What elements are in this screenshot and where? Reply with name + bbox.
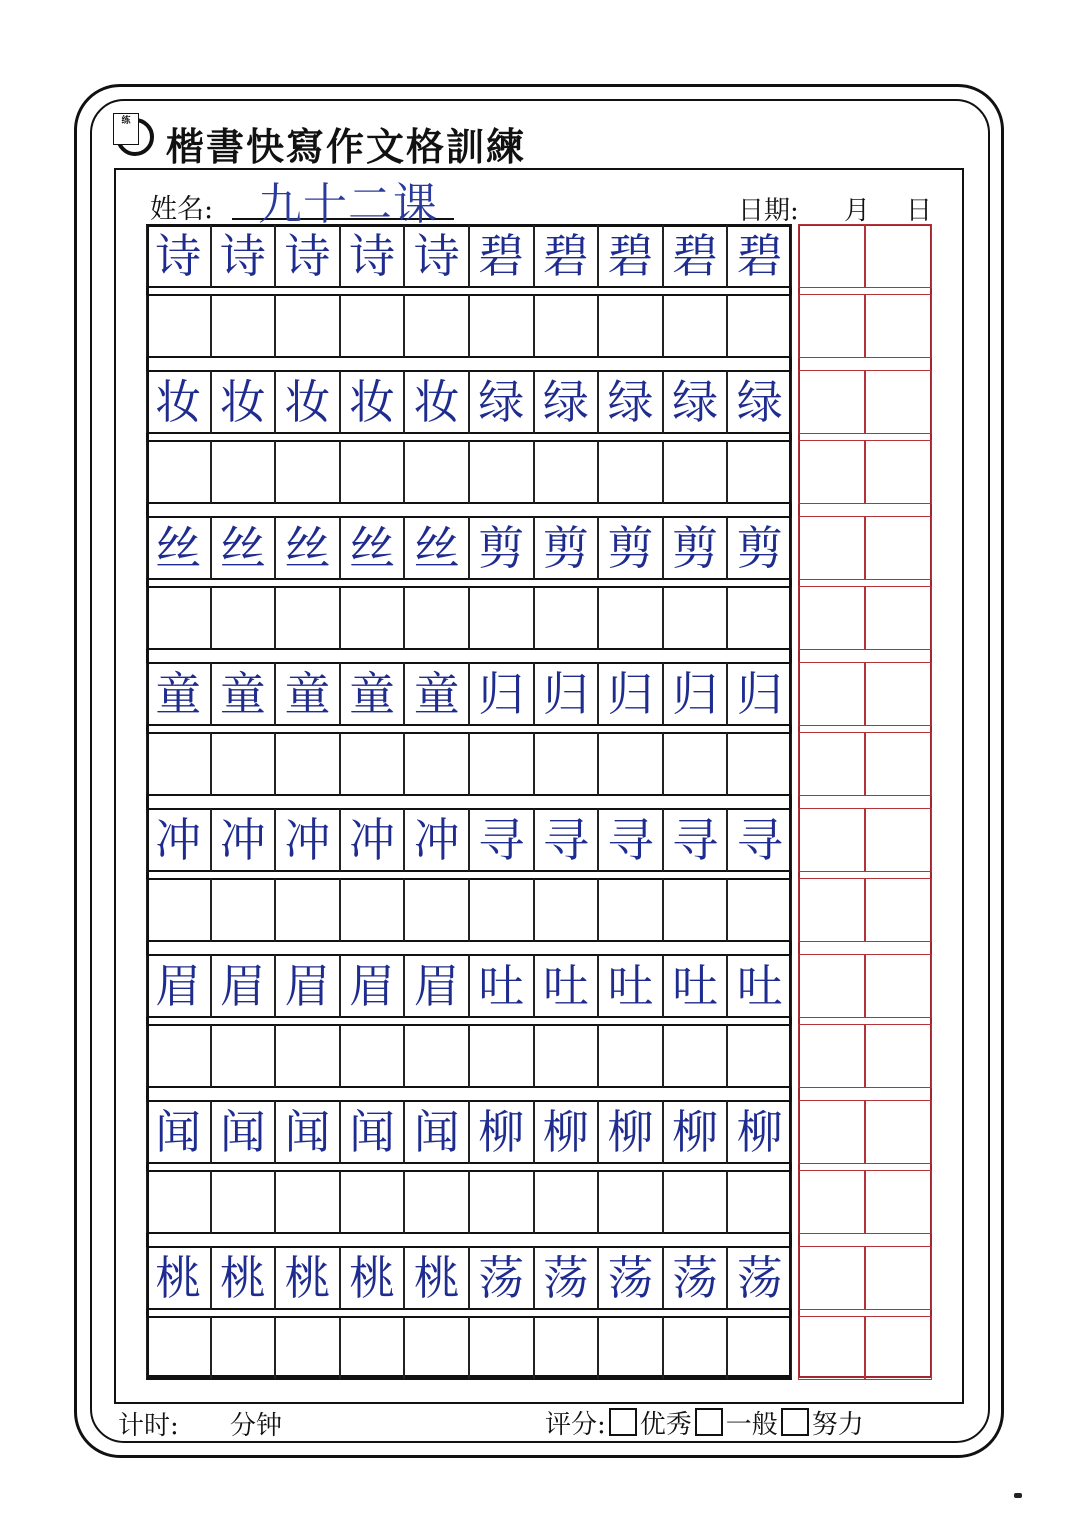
- practice-cell-empty[interactable]: [146, 1316, 211, 1380]
- practice-cell-empty[interactable]: [404, 440, 469, 504]
- practice-cell-empty[interactable]: [275, 732, 340, 796]
- practice-cell-filled[interactable]: 妆: [340, 370, 405, 434]
- practice-cell-filled[interactable]: 吐: [663, 954, 728, 1018]
- practice-cell-filled[interactable]: 冲: [340, 808, 405, 872]
- practice-cell-filled[interactable]: 闻: [211, 1100, 276, 1164]
- practice-cell-filled[interactable]: 剪: [598, 516, 663, 580]
- practice-cell-empty[interactable]: [663, 1170, 728, 1234]
- practice-cell-filled[interactable]: 碧: [663, 224, 728, 288]
- practice-cell-filled[interactable]: 桃: [146, 1246, 211, 1310]
- practice-cell-filled[interactable]: 剪: [727, 516, 792, 580]
- practice-cell-filled[interactable]: 冲: [146, 808, 211, 872]
- practice-cell-empty[interactable]: [598, 294, 663, 358]
- practice-cell-empty[interactable]: [211, 440, 276, 504]
- practice-cell-filled[interactable]: 吐: [727, 954, 792, 1018]
- practice-cell-empty[interactable]: [340, 732, 405, 796]
- practice-cell-filled[interactable]: 碧: [727, 224, 792, 288]
- side-practice-cell[interactable]: [865, 1024, 932, 1088]
- practice-cell-filled[interactable]: 柳: [534, 1100, 599, 1164]
- practice-cell-filled[interactable]: 丝: [275, 516, 340, 580]
- date-month-label: 月: [844, 196, 871, 226]
- side-practice-cell[interactable]: [865, 586, 932, 650]
- score-option-average: 一般: [725, 1409, 778, 1440]
- practice-cell-filled[interactable]: 荡: [534, 1246, 599, 1310]
- practice-cell-filled[interactable]: 童: [275, 662, 340, 726]
- name-value[interactable]: 九十二课: [258, 179, 438, 230]
- practice-cell-empty[interactable]: [534, 1316, 599, 1380]
- practice-cell-filled[interactable]: 绿: [534, 370, 599, 434]
- practice-cell-filled[interactable]: 寻: [598, 808, 663, 872]
- practice-cell-filled[interactable]: 桃: [275, 1246, 340, 1310]
- side-practice-cell[interactable]: [865, 224, 932, 288]
- practice-cell-empty[interactable]: [534, 732, 599, 796]
- side-practice-cell[interactable]: [865, 516, 932, 580]
- practice-cell-filled[interactable]: 诗: [275, 224, 340, 288]
- practice-cell-filled[interactable]: 碧: [598, 224, 663, 288]
- practice-cell-empty[interactable]: [727, 1170, 792, 1234]
- side-practice-cell[interactable]: [865, 732, 932, 796]
- practice-cell-empty[interactable]: [534, 294, 599, 358]
- practice-cell-empty[interactable]: [663, 1024, 728, 1088]
- practice-cell-empty[interactable]: [663, 878, 728, 942]
- practice-cell-empty[interactable]: [275, 294, 340, 358]
- practice-cell-empty[interactable]: [663, 586, 728, 650]
- practice-cell-filled[interactable]: 碧: [534, 224, 599, 288]
- practice-cell-filled[interactable]: 剪: [534, 516, 599, 580]
- practice-cell-empty[interactable]: [534, 586, 599, 650]
- practice-cell-empty[interactable]: [469, 586, 534, 650]
- score-option-excellent: 优秀: [639, 1409, 692, 1440]
- practice-cell-empty[interactable]: [211, 586, 276, 650]
- side-practice-cell[interactable]: [798, 1246, 865, 1310]
- practice-cell-filled[interactable]: 归: [598, 662, 663, 726]
- practice-cell-filled[interactable]: 归: [469, 662, 534, 726]
- practice-cell-empty[interactable]: [727, 878, 792, 942]
- practice-cell-filled[interactable]: 诗: [146, 224, 211, 288]
- practice-cell-filled[interactable]: 归: [663, 662, 728, 726]
- practice-cell-empty[interactable]: [340, 440, 405, 504]
- side-practice-cell[interactable]: [798, 586, 865, 650]
- practice-cell-empty[interactable]: [469, 294, 534, 358]
- practice-cell-filled[interactable]: 闻: [404, 1100, 469, 1164]
- practice-cell-empty[interactable]: [598, 732, 663, 796]
- score-checkbox-average[interactable]: [695, 1408, 723, 1436]
- practice-cell-filled[interactable]: 吐: [598, 954, 663, 1018]
- practice-cell-empty[interactable]: [340, 1316, 405, 1380]
- side-practice-cell[interactable]: [865, 1246, 932, 1310]
- side-practice-cell[interactable]: [865, 294, 932, 358]
- practice-cell-filled[interactable]: 绿: [469, 370, 534, 434]
- practice-cell-filled[interactable]: 柳: [469, 1100, 534, 1164]
- score-checkbox-excellent[interactable]: [609, 1408, 637, 1436]
- practice-cell-empty[interactable]: [275, 878, 340, 942]
- practice-cell-empty[interactable]: [146, 878, 211, 942]
- side-practice-cell[interactable]: [798, 878, 865, 942]
- practice-cell-filled[interactable]: 妆: [404, 370, 469, 434]
- side-practice-cell[interactable]: [798, 1170, 865, 1234]
- practice-cell-filled[interactable]: 桃: [211, 1246, 276, 1310]
- side-practice-cell[interactable]: [865, 370, 932, 434]
- practice-cell-filled[interactable]: 眉: [211, 954, 276, 1018]
- practice-cell-empty[interactable]: [534, 1024, 599, 1088]
- practice-cell-empty[interactable]: [598, 586, 663, 650]
- practice-cell-filled[interactable]: 诗: [211, 224, 276, 288]
- side-practice-cell[interactable]: [865, 662, 932, 726]
- practice-cell-filled[interactable]: 闻: [275, 1100, 340, 1164]
- side-practice-grid: [798, 224, 932, 1378]
- practice-cell-empty[interactable]: [404, 1170, 469, 1234]
- page-title: 楷書快寫作文格訓練: [166, 124, 527, 169]
- practice-cell-empty[interactable]: [663, 1316, 728, 1380]
- practice-cell-empty[interactable]: [404, 1316, 469, 1380]
- practice-cell-filled[interactable]: 归: [534, 662, 599, 726]
- side-practice-cell[interactable]: [798, 1024, 865, 1088]
- practice-cell-filled[interactable]: 丝: [146, 516, 211, 580]
- practice-cell-empty[interactable]: [404, 732, 469, 796]
- practice-cell-filled[interactable]: 归: [727, 662, 792, 726]
- practice-cell-empty[interactable]: [469, 1024, 534, 1088]
- practice-cell-filled[interactable]: 丝: [211, 516, 276, 580]
- practice-cell-empty[interactable]: [727, 1316, 792, 1380]
- practice-cell-empty[interactable]: [340, 294, 405, 358]
- side-practice-cell[interactable]: [865, 878, 932, 942]
- practice-cell-filled[interactable]: 柳: [598, 1100, 663, 1164]
- side-practice-cell[interactable]: [798, 294, 865, 358]
- practice-cell-empty[interactable]: [534, 878, 599, 942]
- practice-cell-empty[interactable]: [340, 878, 405, 942]
- practice-cell-empty[interactable]: [211, 732, 276, 796]
- practice-cell-empty[interactable]: [275, 1170, 340, 1234]
- practice-cell-empty[interactable]: [469, 1170, 534, 1234]
- practice-cell-empty[interactable]: [598, 1316, 663, 1380]
- practice-cell-empty[interactable]: [211, 1024, 276, 1088]
- score-label: 评分:: [545, 1409, 606, 1440]
- side-practice-cell[interactable]: [798, 1316, 865, 1380]
- practice-cell-filled[interactable]: 荡: [727, 1246, 792, 1310]
- score-checkbox-effort[interactable]: [781, 1408, 809, 1436]
- score-group: [545, 1405, 864, 1439]
- practice-cell-empty[interactable]: [727, 440, 792, 504]
- side-practice-cell[interactable]: [865, 808, 932, 872]
- practice-cell-empty[interactable]: [404, 878, 469, 942]
- minutes-label: 分钟: [230, 1411, 283, 1441]
- practice-cell-filled[interactable]: 诗: [404, 224, 469, 288]
- practice-cell-filled[interactable]: 冲: [275, 808, 340, 872]
- side-practice-cell[interactable]: [865, 954, 932, 1018]
- practice-cell-empty[interactable]: [727, 732, 792, 796]
- practice-cell-filled[interactable]: 冲: [404, 808, 469, 872]
- practice-cell-filled[interactable]: 眉: [146, 954, 211, 1018]
- side-practice-cell[interactable]: [798, 662, 865, 726]
- practice-cell-filled[interactable]: 童: [404, 662, 469, 726]
- practice-cell-empty[interactable]: [275, 1316, 340, 1380]
- practice-cell-filled[interactable]: 童: [340, 662, 405, 726]
- practice-cell-filled[interactable]: 荡: [663, 1246, 728, 1310]
- practice-cell-empty[interactable]: [275, 440, 340, 504]
- side-practice-cell[interactable]: [798, 1100, 865, 1164]
- side-practice-cell[interactable]: [865, 1316, 932, 1380]
- practice-cell-empty[interactable]: [146, 586, 211, 650]
- practice-cell-empty[interactable]: [211, 878, 276, 942]
- practice-cell-filled[interactable]: 荡: [598, 1246, 663, 1310]
- practice-cell-filled[interactable]: 桃: [340, 1246, 405, 1310]
- practice-cell-empty[interactable]: [211, 294, 276, 358]
- practice-cell-filled[interactable]: 诗: [340, 224, 405, 288]
- practice-cell-filled[interactable]: 吐: [469, 954, 534, 1018]
- practice-cell-filled[interactable]: 妆: [211, 370, 276, 434]
- practice-cell-filled[interactable]: 寻: [727, 808, 792, 872]
- practice-cell-filled[interactable]: 眉: [275, 954, 340, 1018]
- practice-cell-empty[interactable]: [146, 732, 211, 796]
- practice-cell-filled[interactable]: 柳: [663, 1100, 728, 1164]
- practice-cell-empty[interactable]: [727, 294, 792, 358]
- score-option-effort: 努力: [811, 1409, 864, 1440]
- practice-cell-filled[interactable]: 碧: [469, 224, 534, 288]
- practice-cell-filled[interactable]: 妆: [146, 370, 211, 434]
- practice-cell-filled[interactable]: 闻: [146, 1100, 211, 1164]
- practice-cell-empty[interactable]: [340, 1170, 405, 1234]
- name-label: 姓名:: [150, 194, 214, 225]
- practice-cell-filled[interactable]: 眉: [404, 954, 469, 1018]
- practice-cell-filled[interactable]: 丝: [340, 516, 405, 580]
- practice-cell-empty[interactable]: [727, 586, 792, 650]
- side-practice-cell[interactable]: [798, 954, 865, 1018]
- practice-cell-filled[interactable]: 剪: [663, 516, 728, 580]
- practice-cell-empty[interactable]: [727, 1024, 792, 1088]
- practice-cell-filled[interactable]: 寻: [663, 808, 728, 872]
- practice-cell-filled[interactable]: 冲: [211, 808, 276, 872]
- practice-cell-empty[interactable]: [663, 440, 728, 504]
- practice-cell-filled[interactable]: 童: [146, 662, 211, 726]
- practice-cell-filled[interactable]: 绿: [598, 370, 663, 434]
- practice-cell-filled[interactable]: 荡: [469, 1246, 534, 1310]
- practice-cell-filled[interactable]: 绿: [663, 370, 728, 434]
- practice-cell-filled[interactable]: 剪: [469, 516, 534, 580]
- practice-cell-filled[interactable]: 妆: [275, 370, 340, 434]
- practice-cell-empty[interactable]: [598, 878, 663, 942]
- practice-cell-filled[interactable]: 童: [211, 662, 276, 726]
- practice-cell-empty[interactable]: [340, 586, 405, 650]
- practice-cell-empty[interactable]: [663, 732, 728, 796]
- side-practice-cell[interactable]: [798, 440, 865, 504]
- ink-speck: [1014, 1493, 1022, 1498]
- practice-cell-empty[interactable]: [534, 440, 599, 504]
- practice-cell-empty[interactable]: [275, 586, 340, 650]
- practice-cell-empty[interactable]: [146, 1170, 211, 1234]
- practice-cell-filled[interactable]: 绿: [727, 370, 792, 434]
- practice-cell-empty[interactable]: [211, 1170, 276, 1234]
- side-practice-cell[interactable]: [865, 440, 932, 504]
- practice-cell-empty[interactable]: [146, 294, 211, 358]
- side-practice-cell[interactable]: [798, 224, 865, 288]
- practice-cell-filled[interactable]: 桃: [404, 1246, 469, 1310]
- logo-badge: 练: [113, 113, 139, 145]
- practice-cell-empty[interactable]: [469, 1316, 534, 1380]
- side-practice-cell[interactable]: [798, 808, 865, 872]
- practice-cell-empty[interactable]: [404, 586, 469, 650]
- practice-grid: [146, 224, 792, 1378]
- side-practice-cell[interactable]: [865, 1100, 932, 1164]
- date-label: 日期:: [738, 196, 799, 226]
- timer-label: 计时:: [118, 1411, 179, 1441]
- practice-cell-filled[interactable]: 吐: [534, 954, 599, 1018]
- side-practice-cell[interactable]: [798, 516, 865, 580]
- date-day-label: 日: [906, 196, 933, 226]
- practice-cell-filled[interactable]: 丝: [404, 516, 469, 580]
- practice-cell-empty[interactable]: [598, 1024, 663, 1088]
- practice-cell-empty[interactable]: [469, 440, 534, 504]
- practice-cell-empty[interactable]: [469, 732, 534, 796]
- practice-cell-empty[interactable]: [663, 294, 728, 358]
- practice-cell-empty[interactable]: [598, 1170, 663, 1234]
- practice-cell-filled[interactable]: 寻: [469, 808, 534, 872]
- practice-cell-filled[interactable]: 寻: [534, 808, 599, 872]
- practice-cell-filled[interactable]: 闻: [340, 1100, 405, 1164]
- practice-cell-empty[interactable]: [340, 1024, 405, 1088]
- practice-cell-empty[interactable]: [534, 1170, 599, 1234]
- side-practice-cell[interactable]: [798, 370, 865, 434]
- practice-cell-empty[interactable]: [404, 1024, 469, 1088]
- practice-cell-empty[interactable]: [275, 1024, 340, 1088]
- side-practice-cell[interactable]: [865, 1170, 932, 1234]
- side-practice-cell[interactable]: [798, 732, 865, 796]
- practice-cell-empty[interactable]: [211, 1316, 276, 1380]
- practice-cell-empty[interactable]: [146, 440, 211, 504]
- practice-cell-empty[interactable]: [598, 440, 663, 504]
- practice-cell-empty[interactable]: [146, 1024, 211, 1088]
- practice-cell-empty[interactable]: [469, 878, 534, 942]
- practice-cell-empty[interactable]: [404, 294, 469, 358]
- practice-cell-filled[interactable]: 柳: [727, 1100, 792, 1164]
- practice-cell-filled[interactable]: 眉: [340, 954, 405, 1018]
